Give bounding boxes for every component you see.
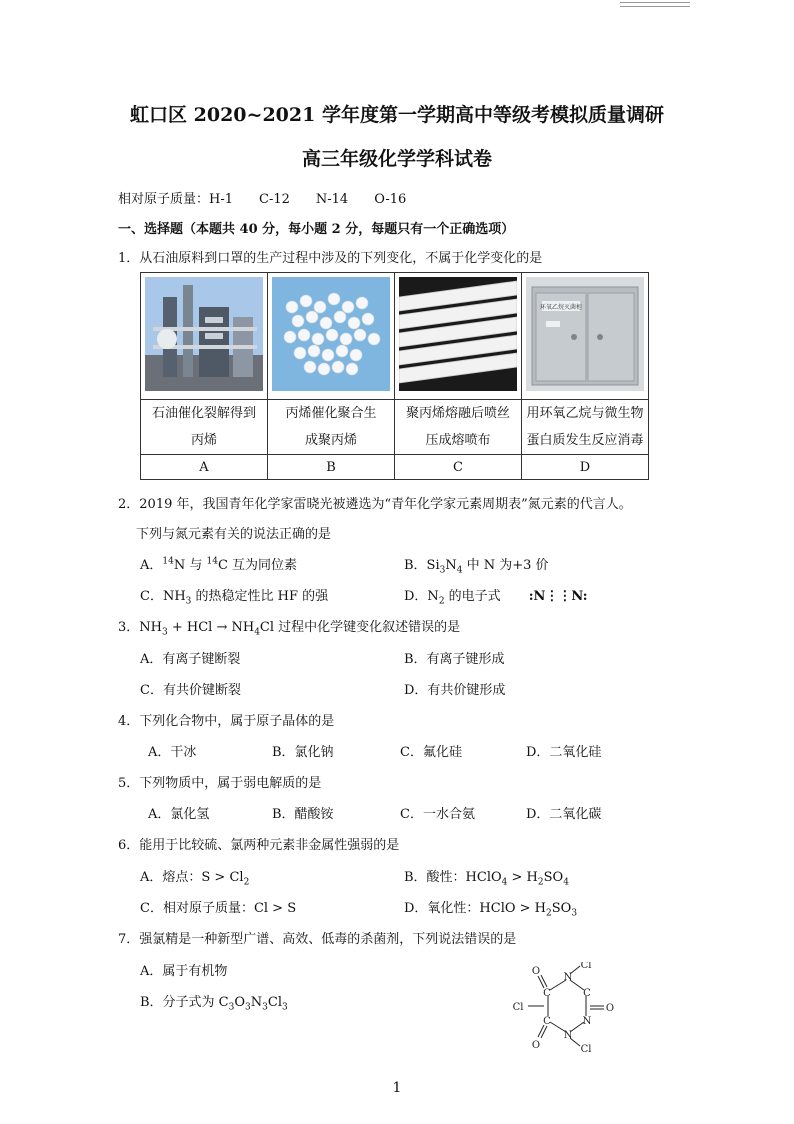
meltblown-fabric-image	[399, 277, 517, 391]
atom-o-bottom: O	[531, 1040, 541, 1051]
question-2-option-a: A．$^{14}$N 与 $^{14}$C 互为同位素	[140, 556, 298, 573]
question-6-option-c: C．相对原子质量：Cl > S	[140, 901, 297, 916]
question-3-option-c: C．有共价键断裂	[140, 683, 241, 698]
question-6-option-a: A．熔点：$S > Cl_2$	[140, 870, 250, 888]
header-rule	[620, 2, 690, 7]
atom-n-bottom: N	[563, 1030, 573, 1041]
atom-o-top: O	[531, 966, 541, 977]
image-cell-d	[522, 273, 649, 400]
machine-label: 环氧乙烷灭菌柜	[539, 304, 583, 311]
question-5-option-c: C．一水合氨	[400, 807, 475, 822]
question-3-option-b: B．有离子键形成	[404, 652, 505, 667]
atom-c-right: C	[583, 988, 591, 999]
question-6-stem: 6．能用于比较硫、氯两种元素非金属性强弱的是	[118, 838, 400, 853]
atom-cl-top: Cl	[580, 962, 592, 971]
question-7-option-b: B．分子式为 $C_3O_3N_3Cl_3$	[140, 995, 288, 1013]
page-subtitle: 高三年级化学学科试卷	[301, 148, 492, 170]
question-4-stem: 4．下列化合物中，属于原子晶体的是	[118, 714, 335, 729]
question-3-stem: 3．$NH_3$ + HCl → $NH_4Cl$ 过程中化学键变化叙述错误的是	[118, 620, 461, 638]
question-4-option-b: B．氯化钠	[272, 745, 334, 760]
pellets-image	[272, 277, 390, 391]
refinery-image	[145, 277, 263, 391]
atom-o-right: O	[605, 1003, 615, 1014]
question-4-option-d: D．二氧化硅	[526, 745, 602, 760]
question-1-stem: 1．从石油原料到口罩的生产过程中涉及的下列变化，不属于化学变化的是	[118, 251, 543, 266]
atomic-masses: 相对原子质量：H-1 C-12 N-14 O-16	[118, 192, 407, 207]
option-letter-a: A	[141, 455, 268, 480]
image-cell-a	[141, 273, 268, 400]
caption-d: 用环氧乙烷与微生物 蛋白质发生反应消毒	[522, 400, 649, 455]
question-3-option-a: A．有离子键断裂	[140, 652, 241, 667]
atom-n-top: N	[563, 972, 573, 983]
image-cell-c	[395, 273, 522, 400]
question-6-option-b: B．酸性：HClO$_4$ > $H_2SO_4$	[404, 870, 569, 888]
question-5-option-b: B．醋酸铵	[272, 807, 334, 822]
question-6-option-d: D．氧化性：HClO > $H_2SO_3$	[404, 901, 578, 919]
section-heading: 一、选择题（本题共 40 分，每小题 2 分，每题只有一个正确选项）	[118, 222, 515, 237]
question-4-option-c: C．氟化硅	[400, 745, 462, 760]
option-letter-c: C	[395, 455, 522, 480]
question-1-table	[140, 272, 649, 480]
question-2-option-d: D．$N_2$ 的电子式 :N⋮⋮N:	[404, 589, 588, 607]
page-number: 1	[392, 1080, 402, 1096]
caption-c: 聚丙烯熔融后喷丝 压成熔喷布	[395, 400, 522, 455]
question-5-option-a: A．氯化氢	[148, 807, 210, 822]
question-5-option-d: D．二氧化碳	[526, 807, 602, 822]
question-2-option-c: C．$NH_3$ 的热稳定性比 HF 的强	[140, 589, 329, 607]
atom-cl-bottom: Cl	[580, 1044, 592, 1054]
question-2-option-b: B．$Si_3N_4$ 中 N 为+3 价	[404, 558, 549, 576]
question-2-stem-line2: 下列与氮元素有关的说法正确的是	[136, 527, 332, 542]
question-4-option-a: A．干冰	[148, 745, 197, 760]
option-letter-d: D	[522, 455, 649, 480]
question-2-stem: 2．2019 年，我国青年化学家雷晓光被遴选为“青年化学家元素周期表”氮元素的代言人。	[118, 497, 632, 512]
electron-formula: :N⋮⋮N:	[528, 589, 588, 604]
caption-b: 丙烯催化聚合生 成聚丙烯	[268, 400, 395, 455]
question-5-stem: 5．下列物质中，属于弱电解质的是	[118, 776, 322, 791]
image-cell-b	[268, 273, 395, 400]
sterilizer-image	[526, 277, 644, 391]
question-7-option-a: A．属于有机物	[140, 964, 228, 979]
page-title: 虹口区 2020~2021 学年度第一学期高中等级考模拟质量调研	[130, 104, 664, 126]
atom-c-lower-left: C	[543, 1016, 551, 1027]
caption-a: 石油催化裂解得到 丙烯	[141, 400, 268, 455]
atom-n-right: N	[582, 1016, 592, 1027]
trichloroisocyanuric-acid-structure	[498, 962, 628, 1054]
atom-cl-left: Cl	[512, 1002, 524, 1013]
option-letter-b: B	[268, 455, 395, 480]
question-7-stem: 7．强氯精是一种新型广谱、高效、低毒的杀菌剂，下列说法错误的是	[118, 932, 517, 947]
question-3-option-d: D．有共价键形成	[404, 683, 506, 698]
atom-c-upper-left: C	[543, 988, 551, 999]
